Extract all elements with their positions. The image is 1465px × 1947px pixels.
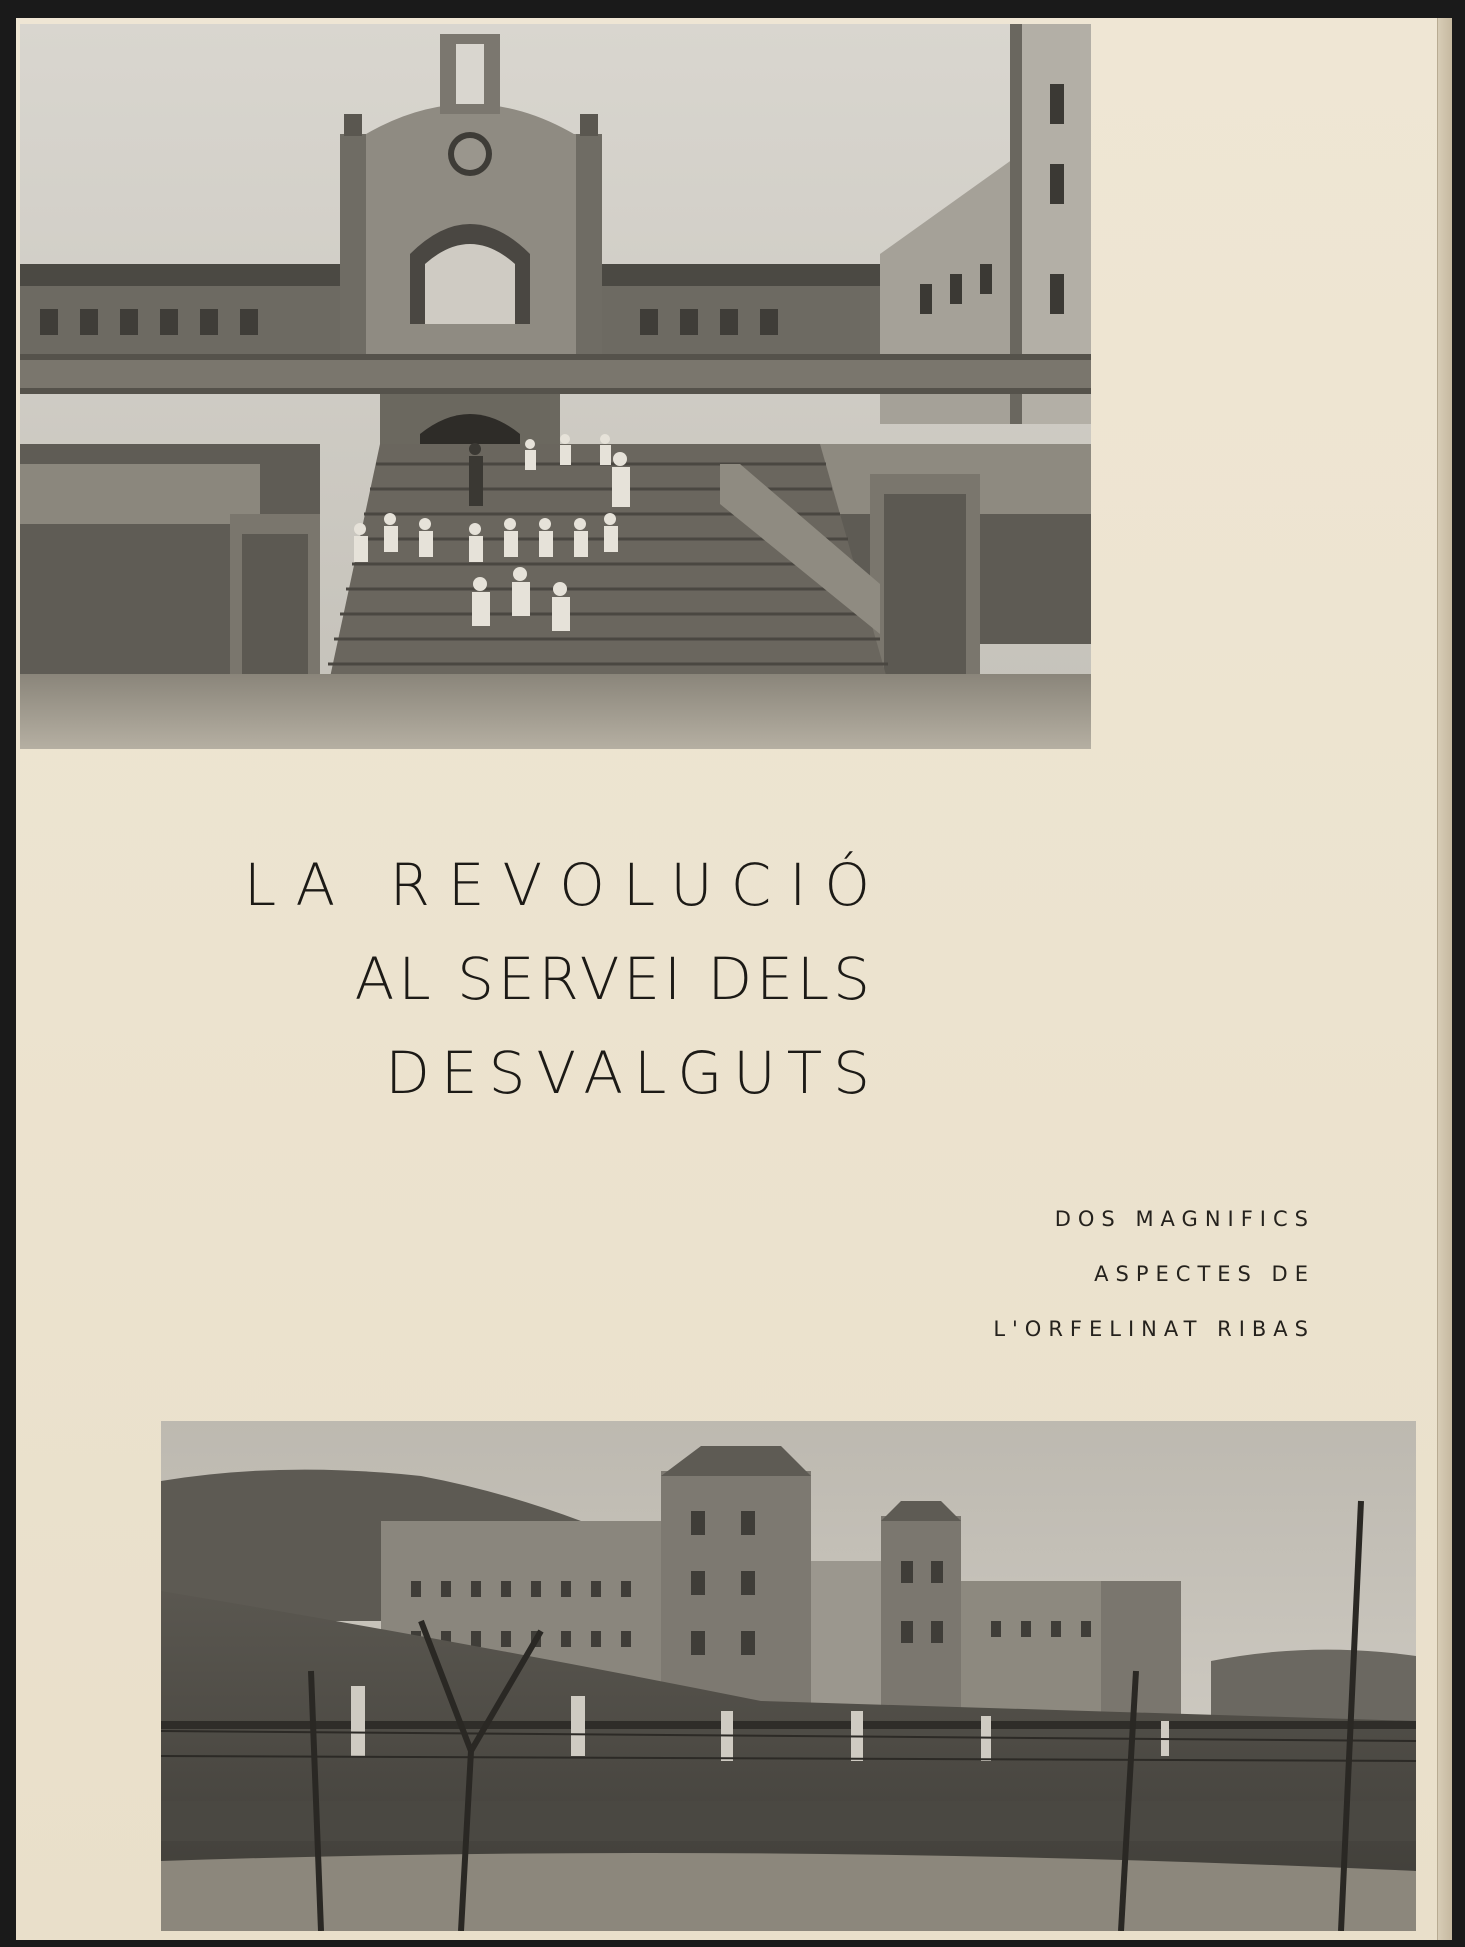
photo-orphanage-exterior bbox=[161, 1421, 1416, 1931]
caption-line-2: ASPECTES DE bbox=[1094, 1262, 1315, 1286]
orphanage-photo-image bbox=[161, 1421, 1416, 1931]
headline-line-3: DESVALGUTS bbox=[385, 1039, 881, 1107]
magazine-page bbox=[16, 18, 1452, 1940]
caption-line-3: L'ORFELINAT RIBAS bbox=[993, 1317, 1315, 1341]
caption-line-1: DOS MAGNIFICS bbox=[1054, 1207, 1315, 1231]
page-edge bbox=[1437, 18, 1452, 1940]
headline bbox=[206, 838, 888, 1120]
photo-staircase bbox=[20, 24, 1091, 749]
photo-caption bbox=[836, 1192, 1315, 1357]
headline-line-2: AL SERVEI DELS bbox=[354, 945, 874, 1013]
staircase-photo-image bbox=[20, 24, 1091, 749]
headline-line-1: LA REVOLUCIÓ bbox=[243, 851, 888, 919]
